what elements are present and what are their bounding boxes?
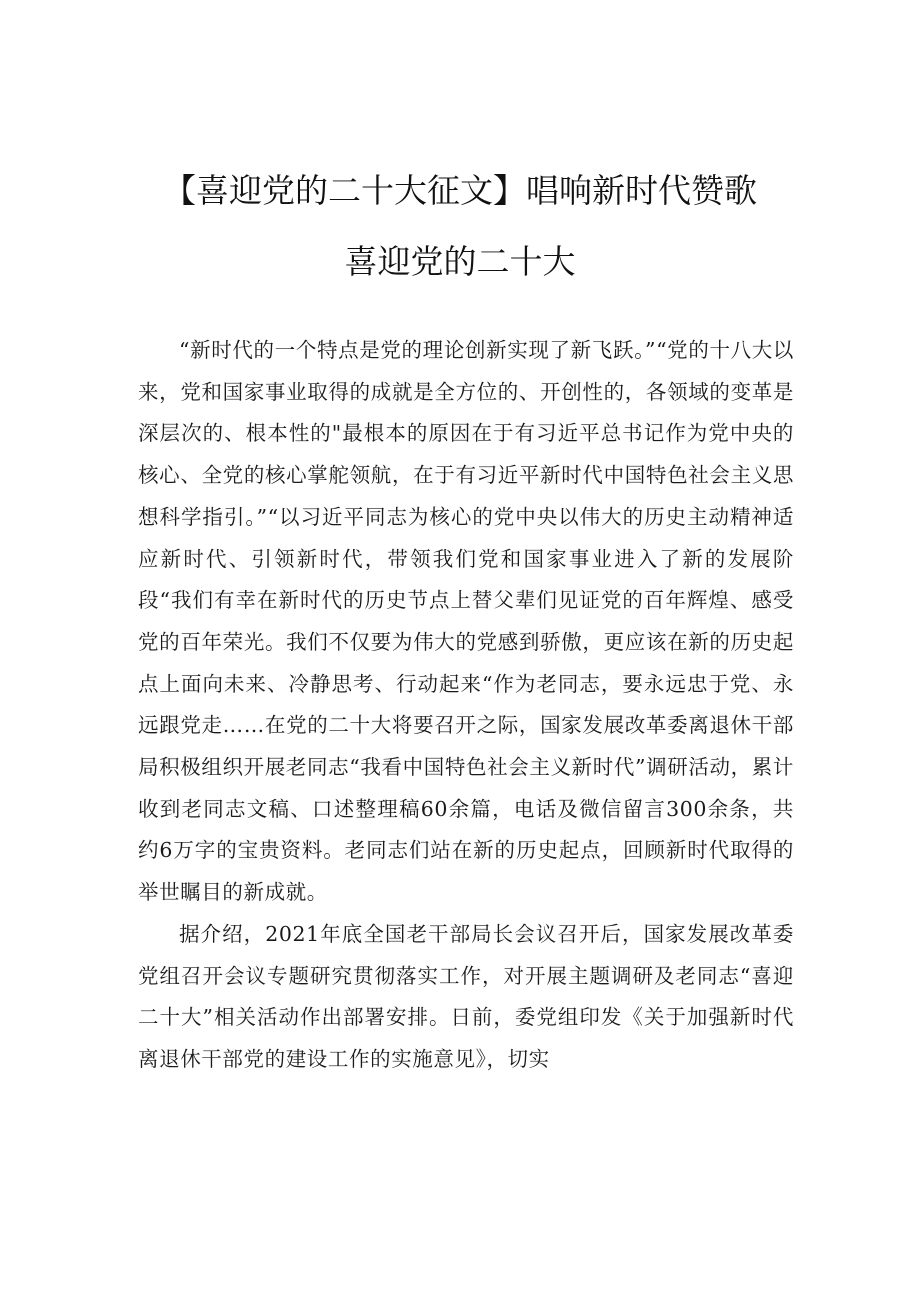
body-paragraph: 据介绍，2021年底全国老干部局长会议召开后，国家发展改革委党组召开会议专题研究贯彻落实工作，对开展主题调研及老同志“喜迎二十大”相关活动作出部署安排。日前，委党组印发《关于加强新时代离退休干部党的建设工作的实施意见》，切实 [138, 921, 794, 1071]
document-body [138, 330, 794, 1081]
document-title-line-2: 喜迎党的二十大 [344, 242, 576, 281]
document-title-line-1: 【喜迎党的二十大征文】唱响新时代赞歌 [163, 171, 757, 210]
body-paragraph: “新时代的一个特点是党的理论创新实现了新飞跃。”“党的十八大以来，党和国家事业取得的成就是全方位的、开创性的，各领域的变革是深层次的、根本性的"最根本的原因在于有习近平总书记作为党中央的核心、全党的核心掌舵领航，在于有习近平新时代中国特色社会主义思想科学指引。”“以习近平同志为核心的党中央以伟大的历史主动精神适应新时代、引领新时代，带领我们党和国家事业进入了新的发展阶段“我们有幸在新时代的历史节点上替父辈们见证党的百年辉煌、感受党的百年荣光。我们不仅要为伟大的党感到骄傲，更应该在新的历史起点上面向未来、冷静思考、行动起来“作为老同志，要永远忠于党、永远跟党走……在党的二十大将要召开之际，国家发展改革委离退休干部局积极组织开展老同志“我看中国特色社会主义新时代”调研活动，累计收到老同志文稿、口述整理稿60余篇，电话及微信留言300余条，共约6万字的宝贵资料。老同志们站在新的历史起点，回顾新时代取得的举世瞩目的新成就。 [138, 338, 794, 905]
